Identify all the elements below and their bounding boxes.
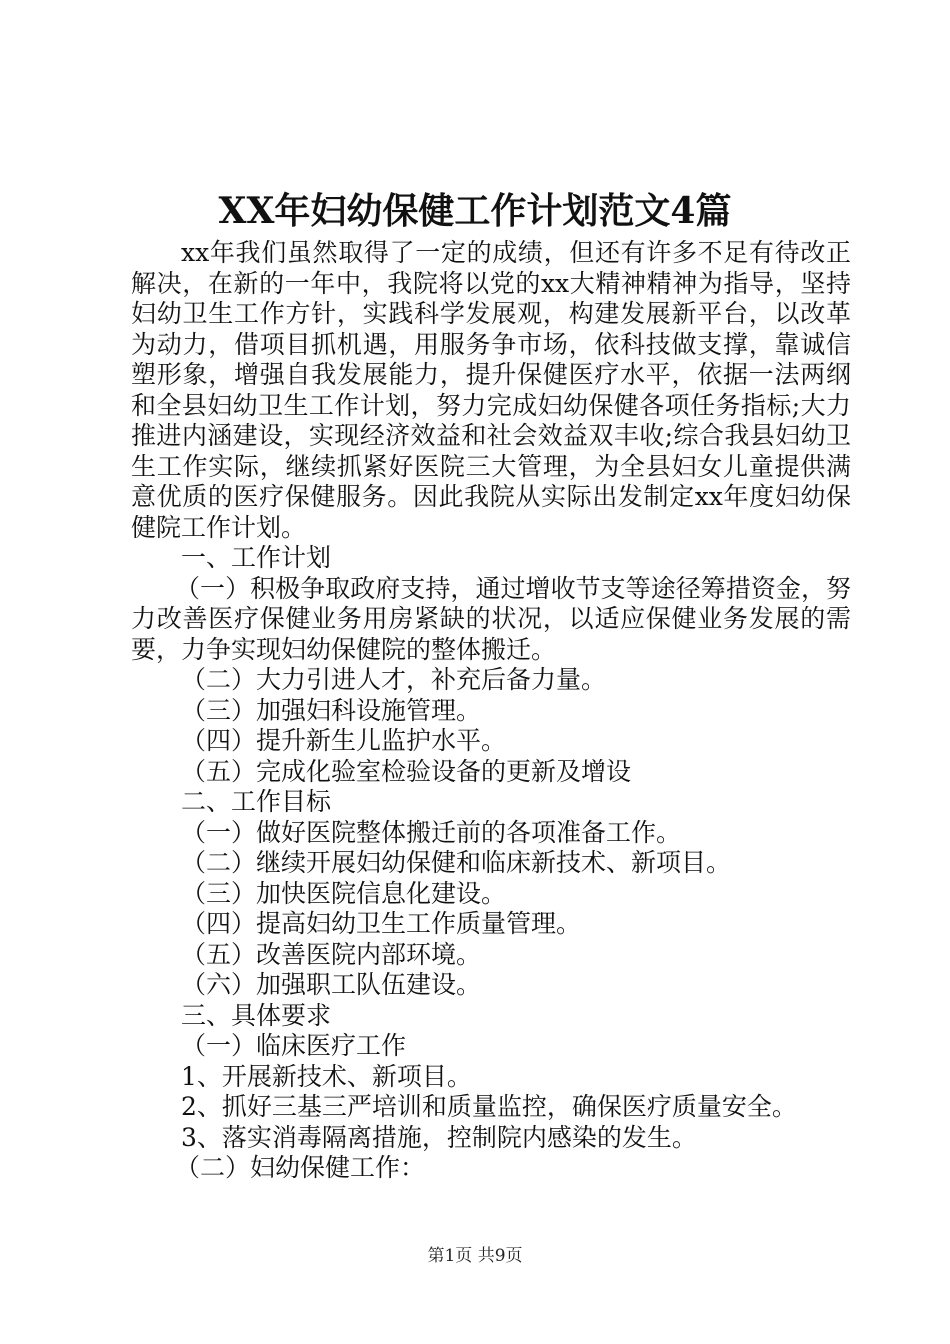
clinical-item-3: 3、落实消毒隔离措施，控制院内感染的发生。 (181, 1122, 697, 1152)
requirement-subheading-clinical: （一）临床医疗工作 (181, 1031, 407, 1060)
plan-item-5: （五）完成化验室检验设备的更新及增设 (181, 756, 632, 786)
goal-item-1: （一）做好医院整体搬迁前的各项准备工作。 (181, 817, 682, 847)
plan-item-1: （一）积极争取政府支持，通过增收节支等途径筹措资金，努力改善医疗保健业务用房紧缺的状况，以适应保健业务发展的需要，力争实现妇幼保健院的整体搬迁。 (131, 573, 851, 664)
page-indicator: 第1页 共9页 (427, 1246, 523, 1266)
plan-item-4: （四）提升新生儿监护水平。 (181, 726, 507, 755)
document-title: XX年妇幼保健工作计划范文4篇 (218, 190, 732, 232)
goal-item-4: （四）提高妇幼卫生工作质量管理。 (181, 909, 582, 938)
goal-item-5: （五）改善医院内部环境。 (181, 939, 482, 969)
section-heading-requirements: 三、具体要求 (181, 1000, 332, 1030)
goal-item-6: （六）加强职工队伍建设。 (181, 970, 482, 999)
plan-item-3: （三）加强妇科设施管理。 (181, 695, 482, 725)
section-heading-work-goals: 二、工作目标 (181, 787, 332, 816)
intro-paragraph: xx年我们虽然取得了一定的成绩，但还有许多不足有待改正解决，在新的一年中，我院将以党的xx大精神精神为指导，坚持妇幼卫生工作方针，实践科学发展观，构建发展新平台，以改革为动力，借项目抓机遇，用服务争市场，依科技做支撑，靠诚信塑形象，增强自我发展能力，提升保健医疗水平，依据一法两纲和全县妇幼卫生工作计划，努力完成妇幼保健各项任务指标;大力推进内涵建设，实现经济效益和社会效益双丰收;综合我县妇幼卫生工作实际，继续抓紧好医院三大管理，为全县妇女儿童提供满意优质的医疗保健服务。因此我院从实际出发制定xx年度妇幼保健院工作计划。 (131, 238, 851, 542)
goal-item-2: （二）继续开展妇幼保健和临床新技术、新项目。 (181, 848, 732, 877)
goal-item-3: （三）加快医院信息化建设。 (181, 878, 507, 908)
requirement-subheading-maternal-child: （二）妇幼保健工作： (175, 1153, 426, 1182)
clinical-item-2: 2、抓好三基三严培训和质量监控，确保医疗质量安全。 (181, 1092, 797, 1121)
document-body (131, 238, 851, 1184)
plan-item-2: （二）大力引进人才，补充后备力量。 (181, 665, 607, 694)
section-heading-work-plan: 一、工作计划 (181, 543, 332, 572)
clinical-item-1: 1、开展新技术、新项目。 (181, 1061, 472, 1091)
